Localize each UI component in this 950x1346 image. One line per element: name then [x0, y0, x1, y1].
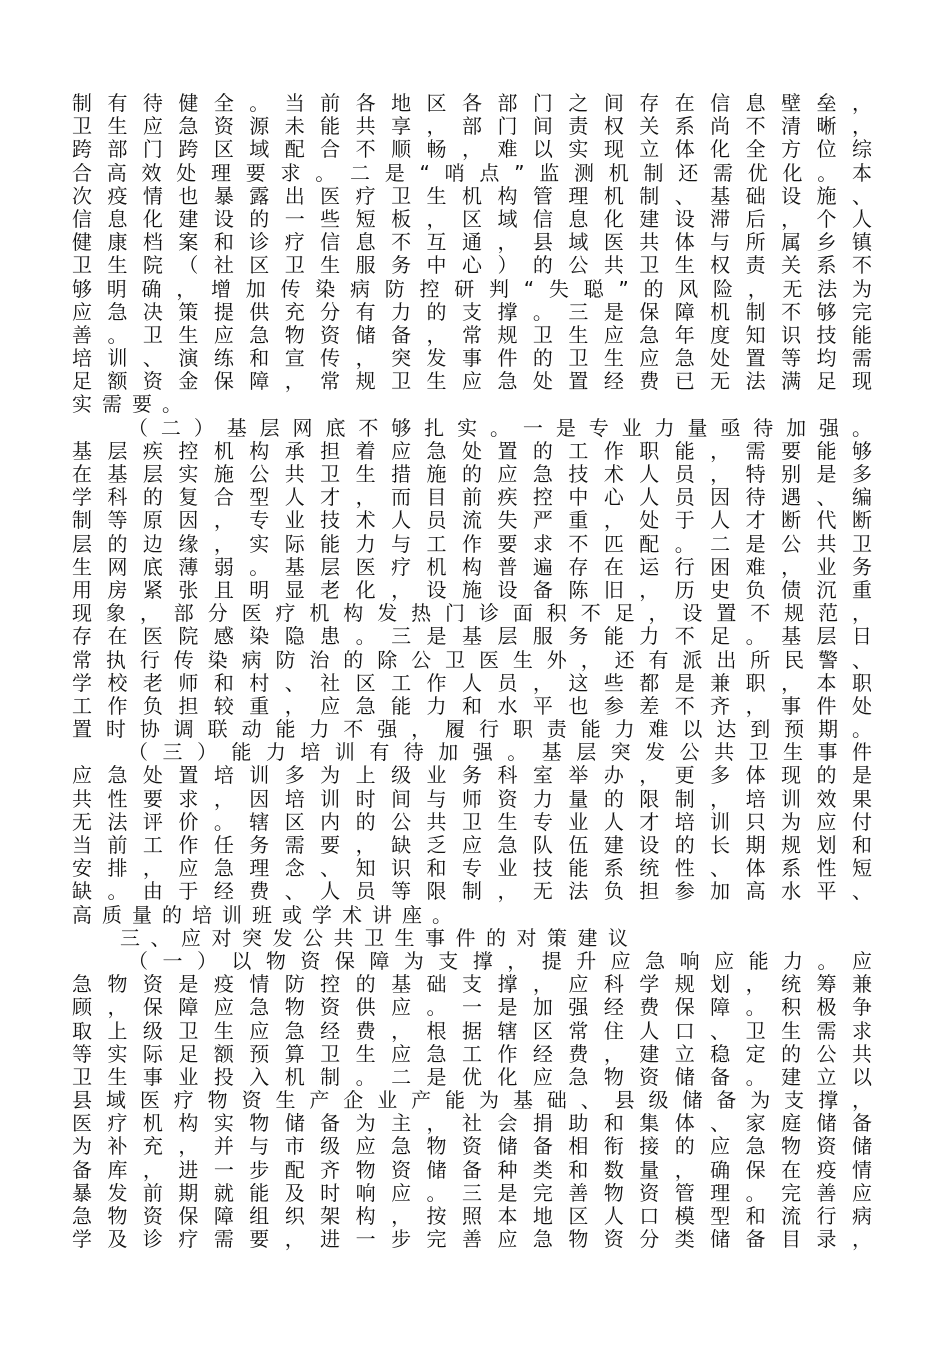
text-line: 学科的复合型人才，而目前疾控中心人员因待遇、编	[72, 485, 872, 510]
text-line: 工作负担较重，应急能力和水平也参差不齐，事件处	[72, 693, 872, 718]
text-line: 应急处置培训多为上级业务科室举办，更多体现的是	[72, 763, 872, 788]
text-line: 信息化建设的一些短板，区域信息化建设滞后，个人	[72, 206, 872, 231]
text-line: 为补充，并与市级应急物资储备相衔接的应急物资储	[72, 1134, 872, 1159]
text-line: 应急决策提供充分有力的支撑。三是保障机制不够完	[72, 299, 872, 324]
text-line: 现象，部分医疗机构发热门诊面积不足，设置不规范，	[72, 601, 872, 626]
text-line: 卫生院（社区卫生服务中心）的公共卫生权责关系不	[72, 253, 872, 278]
text-line: 暴发前期就能及时响应。三是完善物资管理。完善应	[72, 1180, 872, 1205]
chapter-heading: 三、应对突发公共卫生事件的对策建议	[120, 925, 639, 950]
text-line: 急物资是疫情防控的基础支撑，应科学规划，统筹兼	[72, 972, 872, 997]
section-heading-1: （一）以物资保障为支撑，提升应急响应能力。应	[128, 948, 872, 973]
text-line: 高质量的培训班或学术讲座。	[72, 902, 462, 927]
text-line: 跨部门跨区域配合不顺畅，难以实现立体化全方位综	[72, 137, 872, 162]
text-line: 备库，进一步配齐物资储备种类和数量，确保在疫情	[72, 1157, 872, 1182]
text-line: 合高效处理要求。二是“哨点”监测机制还需优化。本	[72, 160, 872, 185]
text-line: 学及诊疗需要，进一步完善应急物资分类储备目录，	[72, 1227, 872, 1252]
text-line: 取上级卫生应急经费，根据辖区常住人口、卫生需求	[72, 1018, 872, 1043]
text-line: 用房紧张且明显老化，设施设备陈旧，历史负债沉重	[72, 577, 872, 602]
text-line: 缺。由于经费、人员等限制，无法负担参加高水平、	[72, 879, 872, 904]
text-line: 卫生应急资源未能共享，部门间责权关系尚不清晰，	[72, 114, 872, 139]
text-line: 医疗机构实物储备为主，社会捐助和集体、家庭储备	[72, 1111, 872, 1136]
text-line: 学校老师和村、社区工作人员，这些都是兼职，本职	[72, 670, 872, 695]
text-line: 层的边缘，实际能力与工作要求不匹配。二是公共卫	[72, 531, 872, 556]
body-text	[72, 92, 872, 1251]
text-line: 共性要求，因培训时间与师资力量的限制，培训效果	[72, 786, 872, 811]
text-line: 实需要。	[72, 392, 192, 417]
text-line: 基层疾控机构承担着应急处置的工作职能，需要能够	[72, 438, 872, 463]
text-line: 顾，保障应急物资供应。一是加强经费保障。积极争	[72, 995, 872, 1020]
text-line: 健康档案和诊疗信息不互通，县域医共体与所属乡镇	[72, 230, 872, 255]
text-line: 够明确，增加传染病防控研判“失聪”的风险，无法为	[72, 276, 872, 301]
section-heading-2: （二）基层网底不够扎实。一是专业力量亟待加强。	[128, 415, 872, 440]
text-line: 足额资金保障，常规卫生应急处置经费已无法满足现	[72, 369, 872, 394]
text-line: 次疫情也暴露出医疗卫生机构管理机制、基础设施、	[72, 183, 872, 208]
text-line: 制等原因，专业技术人员流失严重，处于人才断代断	[72, 508, 872, 533]
text-line: 培训、演练和宣传，突发事件的卫生应急处置等均需	[72, 346, 872, 371]
text-line: 卫生事业投入机制。二是优化应急物资储备。建立以	[72, 1064, 872, 1089]
text-line: 安排，应急理念、知识和专业技能系统性、体系性短	[72, 856, 872, 881]
text-line: 急物资保障组织架构，按照本地区人口模型和流行病	[72, 1204, 872, 1228]
text-line: 置时协调联动能力不强，履行职责能力难以达到预期。	[72, 717, 872, 742]
text-line: 善。卫生应急物资储备，常规卫生应急年度知识技能	[72, 322, 872, 347]
text-line: 存在医院感染隐患。三是基层服务能力不足。基层日	[72, 624, 872, 649]
text-line: 当前工作任务需要，缺乏应急队伍建设的长期规划和	[72, 833, 872, 857]
text-line: 在基层实施公共卫生措施的应急技术人员，特别是多	[72, 462, 872, 486]
section-heading-3: （三）能力培训有待加强。基层突发公共卫生事件	[128, 740, 872, 765]
text-line: 县域医疗物资生产企业产能为基础、县级储备为支撑，	[72, 1088, 872, 1113]
text-line: 等实际足额预算卫生应急工作经费，建立稳定的公共	[72, 1041, 872, 1066]
text-line: 无法评价。辖区内的公共卫生专业人才培训只为应付	[72, 809, 872, 834]
text-line: 常执行传染病防治的除公卫医生外，还有派出所民警、	[72, 647, 872, 672]
text-line: 生网底薄弱。基层医疗机构普遍存在运行困难，业务	[72, 554, 872, 579]
text-line: 制有待健全。当前各地区各部门之间存在信息壁垒，	[72, 91, 872, 115]
